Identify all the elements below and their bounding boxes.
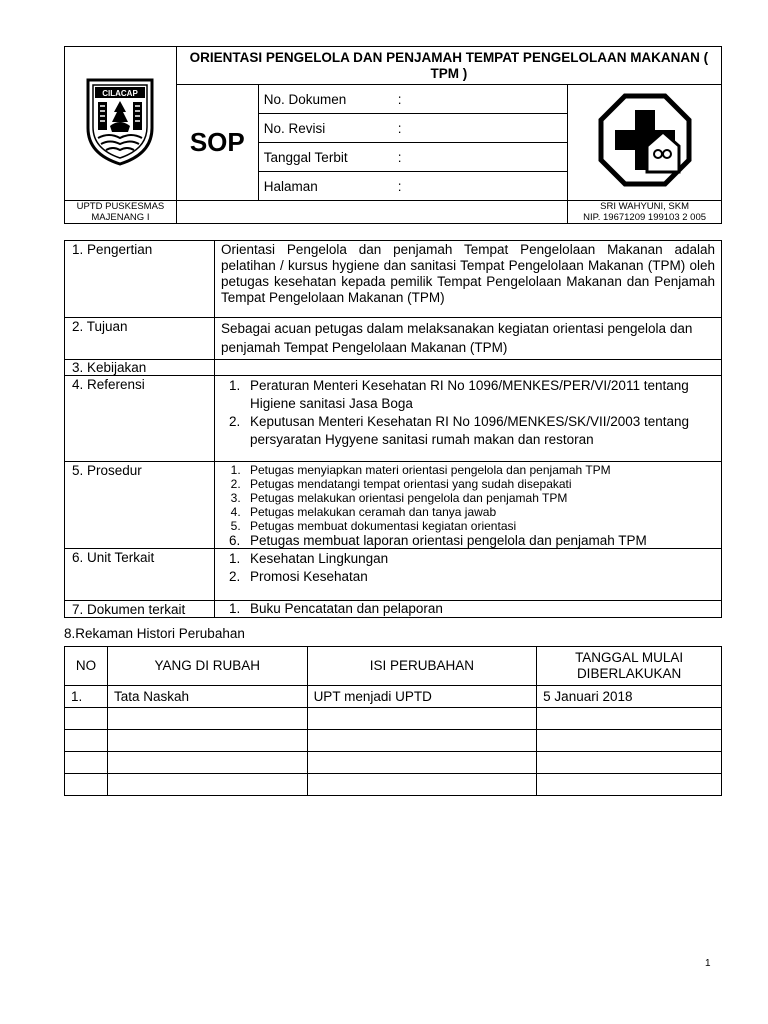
history-cell [307, 708, 537, 730]
history-cell [107, 708, 307, 730]
document-title: ORIENTASI PENGELOLA DAN PENJAMAH TEMPAT PENGELOLAAN MAKANAN ( TPM ) [176, 47, 721, 85]
list-referensi [221, 377, 715, 449]
table-row [65, 752, 722, 774]
cilacap-logo-icon [84, 76, 156, 166]
history-cell [307, 752, 537, 774]
history-cell [307, 774, 537, 796]
history-header-yang-di-rubah: YANG DI RUBAH [107, 647, 307, 686]
list-item: 1. Kesehatan Lingkungan [244, 550, 715, 568]
list-item: 2. Keputusan Menteri Kesehatan RI No 1096/MENKES/SK/VII/2003 tentang persyaratan Hygyene sanitasi rumah makan dan restoran [244, 413, 715, 449]
history-cell [65, 708, 108, 730]
history-title: 8.Rekaman Histori Perubahan [64, 626, 245, 641]
list-item: 2. Promosi Kesehatan [244, 568, 715, 586]
field-no-revisi: No. Revisi : [258, 114, 567, 143]
history-header-tanggal: TANGGAL MULAI DIBERLAKUKAN [537, 647, 722, 686]
history-cell [65, 774, 108, 796]
health-logo-cell [568, 85, 722, 201]
list-dokumen-terkait [221, 601, 715, 616]
sop-content-table [64, 240, 722, 618]
list-item: 4. Petugas melakukan ceramah dan tanya jawab [244, 505, 715, 519]
label-prosedur: 5. Prosedur [65, 462, 215, 549]
table-row [65, 708, 722, 730]
label-kebijakan: 3. Kebijakan [65, 360, 215, 376]
signer-info: SRI WAHYUNI, SKM NIP. 19671209 199103 2 005 [568, 201, 722, 224]
history-header-isi-perubahan: ISI PERUBAHAN [307, 647, 537, 686]
row-tujuan [65, 318, 722, 360]
text-tujuan: Sebagai acuan petugas dalam melaksanakan kegiatan orientasi pengelola dan penjamah Tempat Pengelolaan Makanan (TPM) [215, 318, 722, 360]
org-name: UPTD PUSKESMAS MAJENANG I [65, 201, 177, 224]
empty-cell [176, 201, 567, 224]
list-item: 2. Petugas mendatangi tempat orientasi yang sudah disepakati [244, 477, 715, 491]
table-row [65, 774, 722, 796]
label-referensi: 4. Referensi [65, 376, 215, 462]
history-cell: 1. [65, 686, 108, 708]
list-prosedur [221, 463, 715, 548]
list-item: 1. Peraturan Menteri Kesehatan RI No 1096/MENKES/PER/VI/2011 tentang Higiene sanitasi Jasa Boga [244, 377, 715, 413]
row-unit-terkait [65, 549, 722, 601]
table-row [65, 686, 722, 708]
history-cell [537, 752, 722, 774]
history-cell: 5 Januari 2018 [537, 686, 722, 708]
history-cell [107, 752, 307, 774]
sop-label: SOP [176, 85, 258, 201]
history-cell [107, 774, 307, 796]
list-item: 1. Buku Pencatatan dan pelaporan [244, 601, 715, 616]
label-dokumen-terkait: 7. Dokumen terkait [65, 601, 215, 618]
text-kebijakan [215, 360, 722, 376]
history-table [64, 646, 722, 796]
history-header-row [65, 647, 722, 686]
row-dokumen-terkait [65, 601, 722, 618]
field-halaman: Halaman : [258, 172, 567, 201]
sop-header [64, 46, 722, 224]
list-unit-terkait [221, 550, 715, 586]
text-pengertian: Orientasi Pengelola dan penjamah Tempat Pengelolaan Makanan adalah pelatihan / kursus hygiene dan sanitasi Tempat Pengelolaan Makanan (TPM) oleh petugas kesehatan kepada pemilik Tempat Pengelolaan Makanan dan Penjamah Tempat Pengelolaan Makanan (TPM) [215, 241, 722, 318]
history-cell [65, 730, 108, 752]
label-pengertian: 1. Pengertian [65, 241, 215, 318]
label-unit-terkait: 6. Unit Terkait [65, 549, 215, 601]
row-prosedur [65, 462, 722, 549]
list-item: 6. Petugas membuat laporan orientasi pengelola dan penjamah TPM [244, 533, 715, 548]
history-cell [307, 730, 537, 752]
page-number: 1 [705, 958, 711, 969]
table-row [65, 730, 722, 752]
list-item: 3. Petugas melakukan orientasi pengelola dan penjamah TPM [244, 491, 715, 505]
history-cell [65, 752, 108, 774]
list-item: 5. Petugas membuat dokumentasi kegiatan orientasi [244, 519, 715, 533]
history-cell: Tata Naskah [107, 686, 307, 708]
history-cell [107, 730, 307, 752]
puskesmas-logo-icon [597, 92, 693, 188]
field-no-dokumen: No. Dokumen : [258, 85, 567, 114]
history-header-no: NO [65, 647, 108, 686]
list-item: 1. Petugas menyiapkan materi orientasi pengelola dan penjamah TPM [244, 463, 715, 477]
logo-cell [65, 47, 177, 201]
history-cell [537, 708, 722, 730]
history-cell: UPT menjadi UPTD [307, 686, 537, 708]
logo-text: CILACAP [102, 89, 139, 98]
history-cell [537, 774, 722, 796]
label-tujuan: 2. Tujuan [65, 318, 215, 360]
field-tanggal-terbit: Tanggal Terbit : [258, 143, 567, 172]
row-referensi [65, 376, 722, 462]
row-pengertian [65, 241, 722, 318]
history-cell [537, 730, 722, 752]
row-kebijakan [65, 360, 722, 376]
